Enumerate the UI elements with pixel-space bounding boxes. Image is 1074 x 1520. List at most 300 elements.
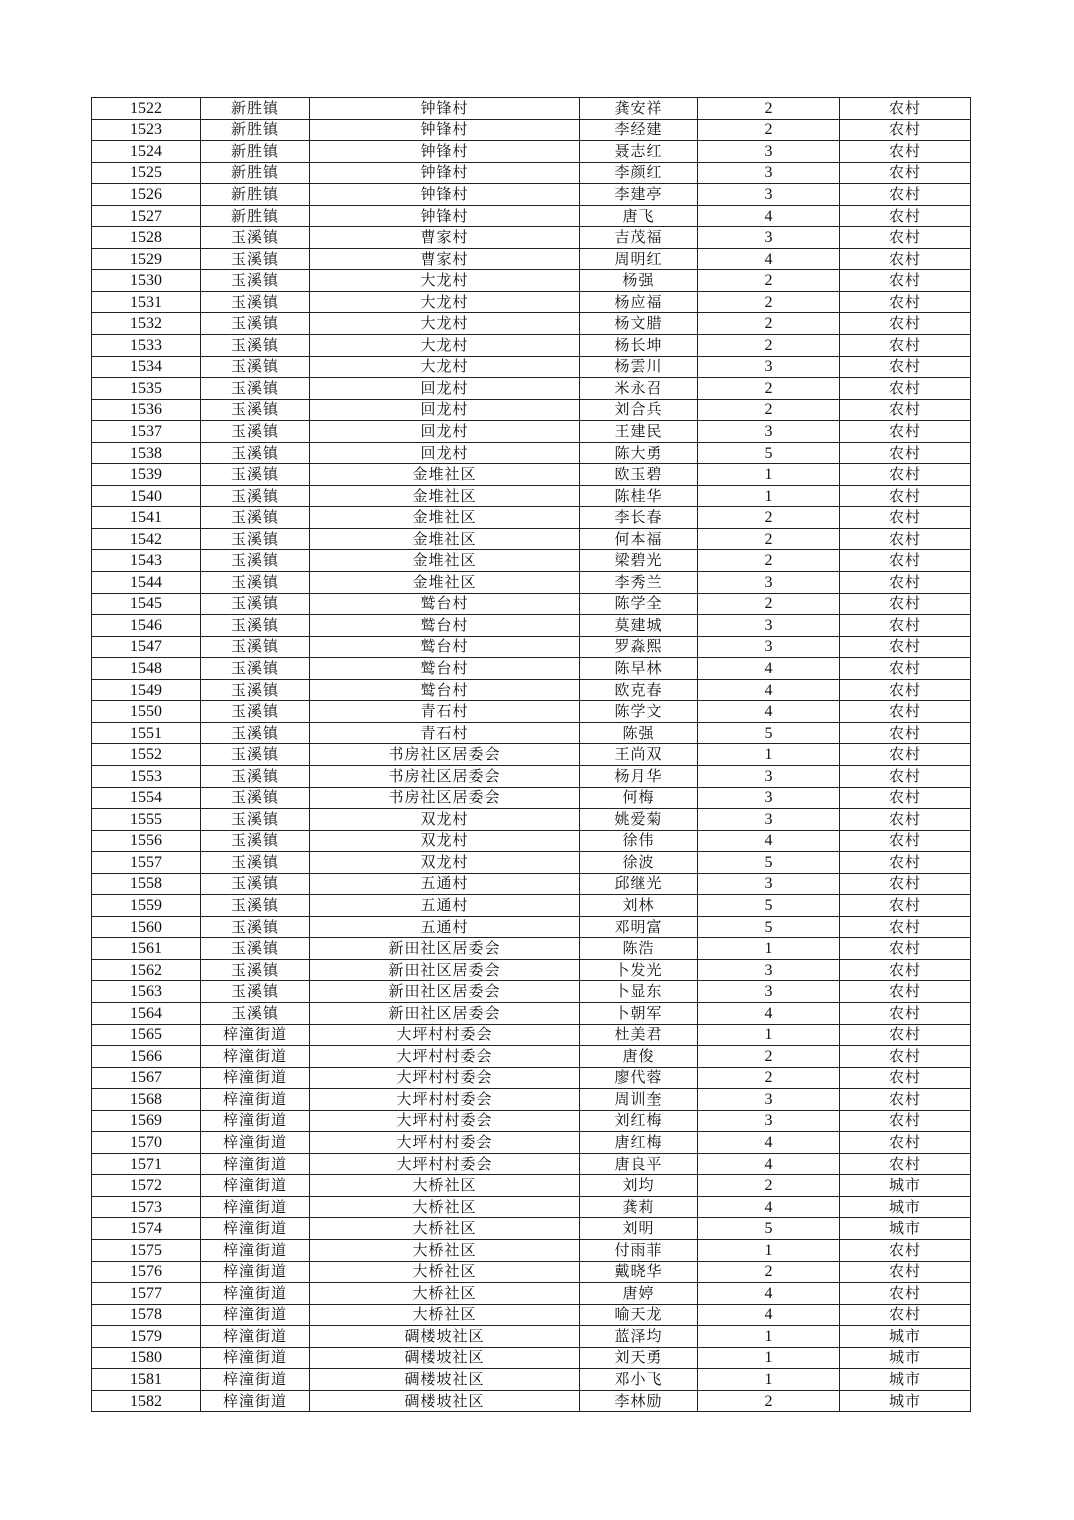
town-cell: 梓潼街道 [201,1261,310,1283]
household-count-cell: 2 [698,98,840,120]
area-type-cell: 城市 [840,1326,971,1348]
area-type-cell: 农村 [840,959,971,981]
serial-number-cell: 1534 [92,356,201,378]
area-type-cell: 农村 [840,227,971,249]
village-cell: 大桥社区 [310,1283,580,1305]
table-row [92,184,971,206]
table-row [92,1218,971,1240]
household-count-cell: 2 [698,335,840,357]
household-count-cell: 3 [698,184,840,206]
household-count-cell: 3 [698,787,840,809]
name-cell: 徐伟 [580,830,698,852]
serial-number-cell: 1569 [92,1110,201,1132]
serial-number-cell: 1528 [92,227,201,249]
name-cell: 陈浩 [580,938,698,960]
area-type-cell: 农村 [840,356,971,378]
area-type-cell: 农村 [840,1046,971,1068]
name-cell: 李长春 [580,507,698,529]
area-type-cell: 农村 [840,205,971,227]
area-type-cell: 农村 [840,852,971,874]
serial-number-cell: 1539 [92,464,201,486]
town-cell: 玉溪镇 [201,248,310,270]
name-cell: 陈桂华 [580,485,698,507]
household-count-cell: 2 [698,1067,840,1089]
serial-number-cell: 1575 [92,1239,201,1261]
area-type-cell: 农村 [840,1283,971,1305]
serial-number-cell: 1578 [92,1304,201,1326]
area-type-cell: 农村 [840,1024,971,1046]
name-cell: 杨长坤 [580,335,698,357]
name-cell: 莫建城 [580,615,698,637]
town-cell: 新胜镇 [201,141,310,163]
table-row [92,1024,971,1046]
town-cell: 玉溪镇 [201,485,310,507]
table-row [92,615,971,637]
village-cell: 五通村 [310,916,580,938]
serial-number-cell: 1535 [92,378,201,400]
town-cell: 玉溪镇 [201,873,310,895]
household-count-cell: 3 [698,636,840,658]
village-cell: 大坪村村委会 [310,1110,580,1132]
village-cell: 大坪村村委会 [310,1153,580,1175]
name-cell: 何梅 [580,787,698,809]
village-cell: 大龙村 [310,270,580,292]
area-type-cell: 城市 [840,1390,971,1412]
area-type-cell: 农村 [840,938,971,960]
town-cell: 玉溪镇 [201,528,310,550]
name-cell: 杨文腊 [580,313,698,335]
town-cell: 梓潼街道 [201,1196,310,1218]
town-cell: 玉溪镇 [201,507,310,529]
town-cell: 梓潼街道 [201,1304,310,1326]
table-row [92,787,971,809]
village-cell: 大坪村村委会 [310,1067,580,1089]
area-type-cell: 农村 [840,442,971,464]
serial-number-cell: 1581 [92,1369,201,1391]
household-count-cell: 2 [698,550,840,572]
village-cell: 钟锋村 [310,119,580,141]
town-cell: 新胜镇 [201,98,310,120]
area-type-cell: 农村 [840,291,971,313]
area-type-cell: 农村 [840,593,971,615]
household-count-cell: 4 [698,1304,840,1326]
name-cell: 李颜红 [580,162,698,184]
village-cell: 金堆社区 [310,507,580,529]
village-cell: 青石村 [310,722,580,744]
table-row [92,852,971,874]
town-cell: 梓潼街道 [201,1175,310,1197]
household-count-cell: 4 [698,248,840,270]
household-count-cell: 2 [698,270,840,292]
name-cell: 李经建 [580,119,698,141]
serial-number-cell: 1538 [92,442,201,464]
area-type-cell: 农村 [840,636,971,658]
serial-number-cell: 1530 [92,270,201,292]
household-count-cell: 2 [698,119,840,141]
table-row [92,162,971,184]
household-count-cell: 5 [698,916,840,938]
table-row [92,442,971,464]
serial-number-cell: 1537 [92,421,201,443]
village-cell: 大坪村村委会 [310,1046,580,1068]
table-row [92,205,971,227]
household-count-cell: 2 [698,313,840,335]
name-cell: 龚莉 [580,1196,698,1218]
household-count-cell: 4 [698,658,840,680]
table-row [92,981,971,1003]
name-cell: 王建民 [580,421,698,443]
name-cell: 李林励 [580,1390,698,1412]
name-cell: 刘明 [580,1218,698,1240]
town-cell: 玉溪镇 [201,895,310,917]
table-row [92,1089,971,1111]
serial-number-cell: 1562 [92,959,201,981]
household-count-cell: 1 [698,1369,840,1391]
household-count-cell: 1 [698,1326,840,1348]
name-cell: 米永召 [580,378,698,400]
area-type-cell: 农村 [840,1110,971,1132]
serial-number-cell: 1531 [92,291,201,313]
serial-number-cell: 1556 [92,830,201,852]
table-row [92,830,971,852]
serial-number-cell: 1576 [92,1261,201,1283]
town-cell: 玉溪镇 [201,938,310,960]
village-cell: 大龙村 [310,313,580,335]
household-count-cell: 4 [698,1002,840,1024]
serial-number-cell: 1543 [92,550,201,572]
household-count-cell: 4 [698,1196,840,1218]
town-cell: 玉溪镇 [201,722,310,744]
town-cell: 玉溪镇 [201,744,310,766]
village-cell: 新田社区居委会 [310,1002,580,1024]
name-cell: 周训奎 [580,1089,698,1111]
household-count-cell: 5 [698,1218,840,1240]
area-type-cell: 农村 [840,658,971,680]
town-cell: 梓潼街道 [201,1239,310,1261]
household-count-cell: 2 [698,593,840,615]
serial-number-cell: 1571 [92,1153,201,1175]
table-row [92,313,971,335]
village-cell: 大龙村 [310,291,580,313]
town-cell: 玉溪镇 [201,809,310,831]
area-type-cell: 农村 [840,787,971,809]
area-type-cell: 农村 [840,809,971,831]
village-cell: 书房社区居委会 [310,744,580,766]
table-row [92,1390,971,1412]
table-row [92,1175,971,1197]
area-type-cell: 农村 [840,873,971,895]
village-cell: 金堆社区 [310,464,580,486]
serial-number-cell: 1529 [92,248,201,270]
table-row [92,1067,971,1089]
serial-number-cell: 1565 [92,1024,201,1046]
town-cell: 梓潼街道 [201,1067,310,1089]
household-count-cell: 4 [698,701,840,723]
household-count-cell: 2 [698,1046,840,1068]
village-cell: 大龙村 [310,335,580,357]
name-cell: 邱继光 [580,873,698,895]
village-cell: 回龙村 [310,442,580,464]
village-cell: 青石村 [310,701,580,723]
household-count-cell: 3 [698,162,840,184]
village-cell: 鹫台村 [310,679,580,701]
village-cell: 大桥社区 [310,1239,580,1261]
name-cell: 刘林 [580,895,698,917]
table-row [92,464,971,486]
town-cell: 玉溪镇 [201,787,310,809]
serial-number-cell: 1570 [92,1132,201,1154]
name-cell: 刘均 [580,1175,698,1197]
name-cell: 卜发光 [580,959,698,981]
household-count-cell: 1 [698,938,840,960]
household-count-cell: 5 [698,895,840,917]
table-row [92,1196,971,1218]
area-type-cell: 农村 [840,270,971,292]
household-count-cell: 3 [698,809,840,831]
table-row [92,679,971,701]
town-cell: 梓潼街道 [201,1218,310,1240]
town-cell: 玉溪镇 [201,679,310,701]
name-cell: 李建亭 [580,184,698,206]
table-row [92,399,971,421]
serial-number-cell: 1524 [92,141,201,163]
serial-number-cell: 1540 [92,485,201,507]
household-count-cell: 3 [698,356,840,378]
serial-number-cell: 1544 [92,572,201,594]
village-cell: 金堆社区 [310,572,580,594]
town-cell: 梓潼街道 [201,1153,310,1175]
area-type-cell: 农村 [840,335,971,357]
town-cell: 玉溪镇 [201,593,310,615]
village-cell: 回龙村 [310,421,580,443]
household-count-cell: 2 [698,1390,840,1412]
table-row [92,528,971,550]
household-count-cell: 4 [698,1153,840,1175]
table-row [92,119,971,141]
town-cell: 梓潼街道 [201,1024,310,1046]
serial-number-cell: 1526 [92,184,201,206]
household-count-cell: 3 [698,421,840,443]
household-count-cell: 3 [698,615,840,637]
name-cell: 廖代蓉 [580,1067,698,1089]
area-type-cell: 农村 [840,830,971,852]
household-count-cell: 4 [698,1283,840,1305]
area-type-cell: 农村 [840,765,971,787]
town-cell: 新胜镇 [201,184,310,206]
village-cell: 鹫台村 [310,658,580,680]
village-cell: 钟锋村 [310,98,580,120]
serial-number-cell: 1550 [92,701,201,723]
serial-number-cell: 1522 [92,98,201,120]
serial-number-cell: 1559 [92,895,201,917]
serial-number-cell: 1580 [92,1347,201,1369]
table-row [92,485,971,507]
town-cell: 玉溪镇 [201,421,310,443]
household-count-cell: 4 [698,830,840,852]
village-cell: 大坪村村委会 [310,1024,580,1046]
name-cell: 蓝泽均 [580,1326,698,1348]
table-row [92,507,971,529]
serial-number-cell: 1577 [92,1283,201,1305]
area-type-cell: 农村 [840,981,971,1003]
household-count-cell: 3 [698,141,840,163]
area-type-cell: 城市 [840,1175,971,1197]
serial-number-cell: 1525 [92,162,201,184]
village-cell: 钟锋村 [310,184,580,206]
village-cell: 碉楼坡社区 [310,1326,580,1348]
table-row [92,335,971,357]
household-count-cell: 3 [698,572,840,594]
table-row [92,1153,971,1175]
name-cell: 陈大勇 [580,442,698,464]
area-type-cell: 城市 [840,1196,971,1218]
village-cell: 大桥社区 [310,1261,580,1283]
household-count-cell: 1 [698,1239,840,1261]
table-row [92,356,971,378]
household-count-cell: 3 [698,1089,840,1111]
household-count-cell: 1 [698,1347,840,1369]
area-type-cell: 农村 [840,98,971,120]
area-type-cell: 农村 [840,1239,971,1261]
name-cell: 邓明富 [580,916,698,938]
table-row [92,636,971,658]
name-cell: 何本福 [580,528,698,550]
area-type-cell: 农村 [840,916,971,938]
area-type-cell: 农村 [840,1067,971,1089]
serial-number-cell: 1582 [92,1390,201,1412]
village-cell: 鹫台村 [310,593,580,615]
household-count-cell: 4 [698,205,840,227]
serial-number-cell: 1536 [92,399,201,421]
area-type-cell: 城市 [840,1347,971,1369]
area-type-cell: 农村 [840,421,971,443]
name-cell: 刘合兵 [580,399,698,421]
village-cell: 大桥社区 [310,1196,580,1218]
name-cell: 杨雲川 [580,356,698,378]
town-cell: 新胜镇 [201,162,310,184]
table-row [92,1369,971,1391]
town-cell: 玉溪镇 [201,658,310,680]
serial-number-cell: 1564 [92,1002,201,1024]
village-cell: 双龙村 [310,809,580,831]
village-cell: 双龙村 [310,852,580,874]
village-cell: 书房社区居委会 [310,765,580,787]
serial-number-cell: 1560 [92,916,201,938]
household-count-cell: 5 [698,722,840,744]
village-cell: 鹫台村 [310,636,580,658]
town-cell: 玉溪镇 [201,830,310,852]
village-cell: 鹫台村 [310,615,580,637]
table-row [92,270,971,292]
area-type-cell: 农村 [840,1304,971,1326]
household-count-cell: 3 [698,981,840,1003]
table-row [92,701,971,723]
serial-number-cell: 1567 [92,1067,201,1089]
table-row [92,378,971,400]
table-row [92,1046,971,1068]
name-cell: 杨应福 [580,291,698,313]
serial-number-cell: 1573 [92,1196,201,1218]
area-type-cell: 农村 [840,141,971,163]
household-count-cell: 1 [698,1024,840,1046]
table-row [92,722,971,744]
area-type-cell: 农村 [840,615,971,637]
name-cell: 徐波 [580,852,698,874]
name-cell: 陈强 [580,722,698,744]
village-cell: 大桥社区 [310,1304,580,1326]
table-row [92,1002,971,1024]
serial-number-cell: 1549 [92,679,201,701]
serial-number-cell: 1568 [92,1089,201,1111]
town-cell: 玉溪镇 [201,378,310,400]
area-type-cell: 农村 [840,378,971,400]
data-table [91,97,971,1412]
area-type-cell: 农村 [840,528,971,550]
serial-number-cell: 1547 [92,636,201,658]
village-cell: 碉楼坡社区 [310,1390,580,1412]
area-type-cell: 农村 [840,550,971,572]
town-cell: 玉溪镇 [201,550,310,572]
serial-number-cell: 1545 [92,593,201,615]
serial-number-cell: 1527 [92,205,201,227]
name-cell: 刘天勇 [580,1347,698,1369]
area-type-cell: 城市 [840,1218,971,1240]
serial-number-cell: 1574 [92,1218,201,1240]
name-cell: 周明红 [580,248,698,270]
town-cell: 玉溪镇 [201,852,310,874]
area-type-cell: 农村 [840,572,971,594]
table-row [92,1239,971,1261]
household-count-cell: 4 [698,1132,840,1154]
name-cell: 杨强 [580,270,698,292]
table-row [92,765,971,787]
serial-number-cell: 1546 [92,615,201,637]
serial-number-cell: 1542 [92,528,201,550]
town-cell: 玉溪镇 [201,615,310,637]
town-cell: 玉溪镇 [201,636,310,658]
village-cell: 新田社区居委会 [310,938,580,960]
village-cell: 大坪村村委会 [310,1089,580,1111]
table-row [92,593,971,615]
table-row [92,1110,971,1132]
name-cell: 陈学全 [580,593,698,615]
household-count-cell: 5 [698,852,840,874]
town-cell: 梓潼街道 [201,1283,310,1305]
town-cell: 玉溪镇 [201,959,310,981]
name-cell: 罗淼熙 [580,636,698,658]
village-cell: 碉楼坡社区 [310,1347,580,1369]
household-count-cell: 2 [698,1261,840,1283]
area-type-cell: 农村 [840,184,971,206]
serial-number-cell: 1532 [92,313,201,335]
town-cell: 新胜镇 [201,205,310,227]
table-row [92,658,971,680]
table-row [92,421,971,443]
serial-number-cell: 1552 [92,744,201,766]
area-type-cell: 农村 [840,679,971,701]
town-cell: 玉溪镇 [201,572,310,594]
table-row [92,809,971,831]
area-type-cell: 农村 [840,399,971,421]
town-cell: 玉溪镇 [201,227,310,249]
village-cell: 金堆社区 [310,528,580,550]
village-cell: 曹家村 [310,227,580,249]
name-cell: 聂志红 [580,141,698,163]
village-cell: 碉楼坡社区 [310,1369,580,1391]
village-cell: 曹家村 [310,248,580,270]
village-cell: 钟锋村 [310,141,580,163]
name-cell: 唐飞 [580,205,698,227]
